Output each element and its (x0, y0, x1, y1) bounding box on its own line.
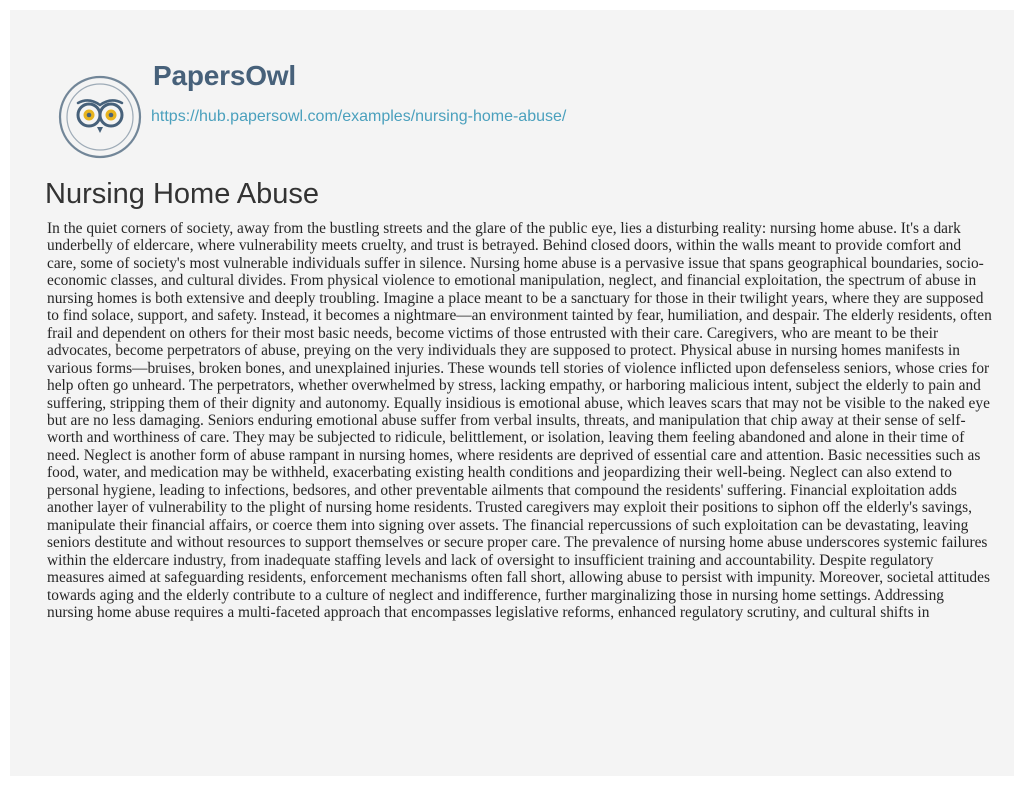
page-sheet (10, 10, 1014, 776)
owl-logo-icon (56, 73, 144, 161)
source-url-link[interactable]: https://hub.papersowl.com/examples/nursing-home-abuse/ (151, 108, 567, 125)
brand-name: PapersOwl (153, 60, 296, 91)
article-body: In the quiet corners of society, away from the bustling streets and the glare of the public eye, lies a disturbing reality: nursing home abuse. It's a dark underbelly of eldercare, where vulnerability meets cruelty, and trust is betrayed. Behind closed doors, within the walls meant to provide comfort and care, some of society's most vulnerable individuals suffer in silence. Nursing home abuse is a pervasive issue that spans geographical boundaries, socio-economic classes, and cultural divides. From physical violence to emotional manipulation, neglect, and financial exploitation, the spectrum of abuse in nursing homes is both extensive and deeply troubling. Imagine a place meant to be a sanctuary for those in their twilight years, where they are supposed to find solace, support, and safety. Instead, it becomes a nightmare—an environment tainted by fear, humiliation, and despair. The elderly residents, often frail and dependent on others for their most basic needs, become victims of those entrusted with their care. Caregivers, who are meant to be their advocates, become perpetrators of abuse, preying on the very individuals they are supposed to protect. Physical abuse in nursing homes manifests in various forms—bruises, broken bones, and unexplained injuries. These wounds tell stories of violence inflicted upon defenseless seniors, whose cries for help often go unheard. The perpetrators, whether overwhelmed by stress, lacking empathy, or harboring malicious intent, subject the elderly to pain and suffering, stripping them of their dignity and autonomy. Equally insidious is emotional abuse, which leaves scars that may not be visible to the naked eye but are no less damaging. Seniors enduring emotional abuse suffer from verbal insults, threats, and manipulation that chip away at their sense of self-worth and worthiness of care. They may be subjected to ridicule, belittlement, or isolation, leaving them feeling abandoned and alone in their time of need. Neglect is another form of abuse rampant in nursing homes, where residents are deprived of essential care and attention. Basic necessities such as food, water, and medication may be withheld, exacerbating existing health conditions and jeopardizing their well-being. Neglect can also extend to personal hygiene, leading to infections, bedsores, and other preventable ailments that compound the residents' suffering. Financial exploitation adds another layer of vulnerability to the plight of nursing home residents. Trusted caregivers may exploit their positions to siphon off the elderly's savings, manipulate their financial affairs, or coerce them into signing over assets. The financial repercussions of such exploitation can be devastating, leaving seniors destitute and without resources to support themselves or secure proper care. The prevalence of nursing home abuse underscores systemic failures within the eldercare industry, from inadequate staffing levels and lack of oversight to insufficient training and accountability. Despite regulatory measures aimed at safeguarding residents, enforcement mechanisms often fall short, allowing abuse to persist with impunity. Moreover, societal attitudes towards aging and the elderly contribute to a culture of neglect and indifference, further marginalizing those in nursing home settings. Addressing nursing home abuse requires a multi-faceted approach that encompasses legislative reforms, enhanced regulatory scrutiny, and cultural shifts in (47, 220, 992, 621)
page-title: Nursing Home Abuse (45, 178, 320, 210)
header (10, 10, 1014, 150)
